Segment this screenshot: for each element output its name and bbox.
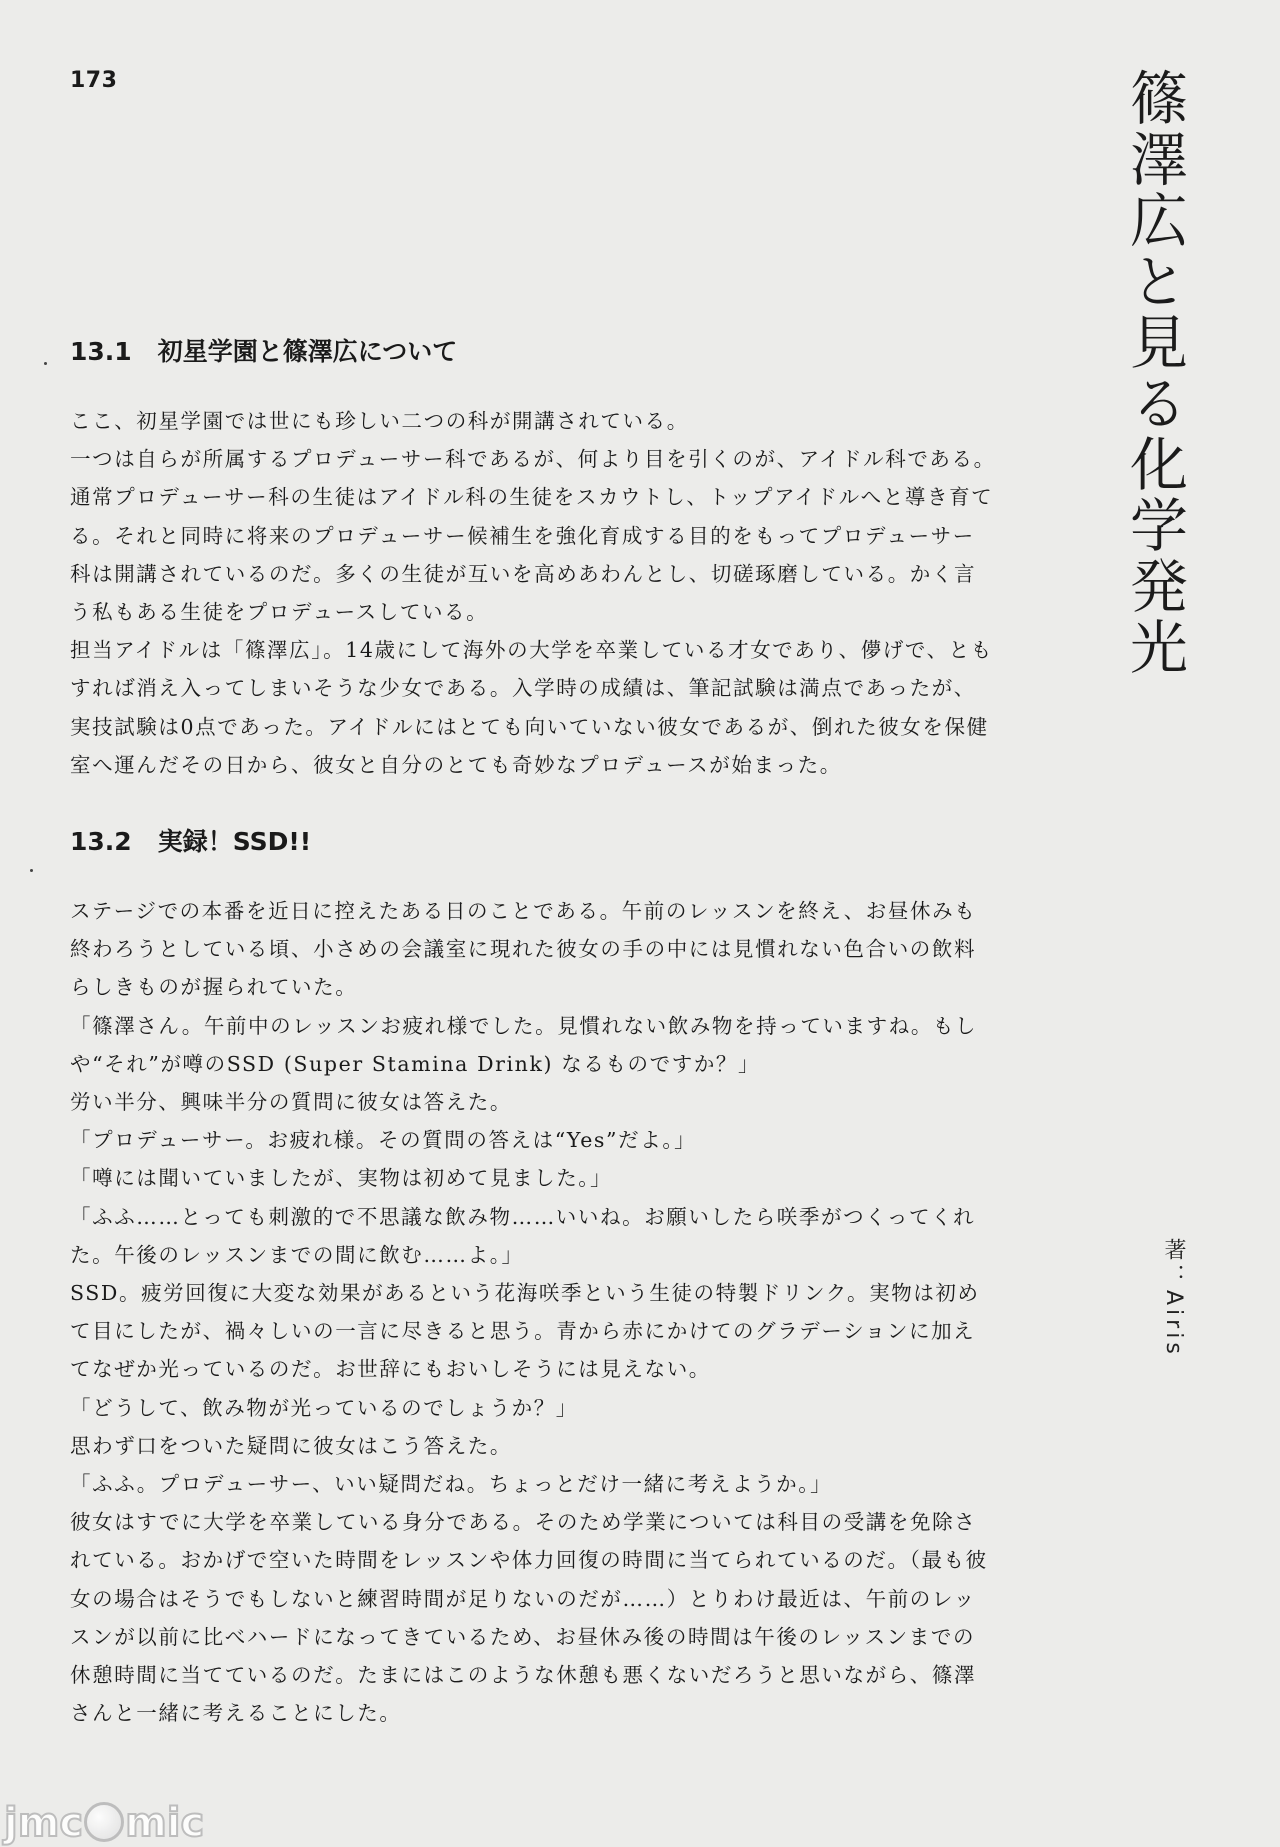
paragraph: ここ、初星学園では世にも珍しい二つの科が開講されている。 xyxy=(70,409,689,433)
section-body-13-2 xyxy=(70,892,996,1732)
paragraph: SSD。疲労回復に大変な効果があるという花海咲季という生徒の特製ドリンク。実物は初めて目にしたが、禍々しいの一言に尽きると思う。青から赤にかけてのグラデーションに加えてなぜか光っているのだ。お世辞にもおいしそうには見えない。 xyxy=(70,1281,980,1382)
page-number: 173 xyxy=(70,68,118,93)
section-heading-13-1 xyxy=(70,332,457,368)
paragraph: 彼女はすでに大学を卒業している身分である。そのため学業については科目の受講を免除されている。おかげで空いた時間をレッスンや体力回復の時間に当てられているのだ。（最も彼女の場合はそうでもしないと練習時間が足りないのだが……）とりわけ最近は、午前のレッスンが以前に比べハードになってきているため、お昼休み後の時間は午後のレッスンまでの休憩時間に当てているのだ。たまにはこのような休憩も悪くないだろうと思いながら、篠澤さんと一緒に考えることにした。 xyxy=(70,1510,988,1726)
section-number: 13.1 xyxy=(70,337,132,366)
dialogue-line: 「噂には聞いていましたが、実物は初めて見ました。」 xyxy=(70,1166,613,1191)
section-body-13-1 xyxy=(70,402,996,784)
dialogue-line: 「どうして、飲み物が光っているのでしょうか？」 xyxy=(70,1395,578,1420)
scan-speck xyxy=(30,869,33,872)
section-title: 実録！SSD!! xyxy=(157,827,312,856)
section-heading-13-2 xyxy=(70,822,311,858)
dialogue-line: 「篠澤さん。午前中のレッスンお疲れ様でした。見慣れない飲み物を持っていますね。もしや“それ”が噂のSSD (Super Stamina Drink) なるものですか？」 xyxy=(70,1013,978,1076)
watermark-text-right: mic xyxy=(125,1800,205,1846)
dialogue-line: 「ふふ……とっても刺激的で不思議な飲み物……いいね。お願いしたら咲季がつくってくれた。午後のレッスンまでの間に飲む……よ。」 xyxy=(70,1204,976,1267)
article-title: 篠澤広と見る化学発光 xyxy=(1120,68,1188,678)
paragraph: ステージでの本番を近日に控えたある日のことである。午前のレッスンを終え、お昼休みも終わろうとしている頃、小さめの会議室に現れた彼女の手の中には見慣れない色合いの飲料らしきものが握られていた。 xyxy=(70,899,977,1000)
dialogue-line: 「ふふ。プロデューサー、いい疑問だね。ちょっとだけ一緒に考えようか。」 xyxy=(70,1472,833,1497)
section-number: 13.2 xyxy=(70,827,132,856)
section-title: 初星学園と篠澤広について xyxy=(157,337,458,366)
author-credit: 著：Airis xyxy=(1161,1238,1186,1358)
paragraph: 担当アイドルは「篠澤広」。14歳にして海外の大学を卒業している才女であり、儚げで、ともすれば消え入ってしまいそうな少女である。入学時の成績は、筆記試験は満点であったが、実技試験は0点であった。アイドルにはとても向いていない彼女であるが、倒れた彼女を保健室へ運んだその日から、彼女と自分のとても奇妙なプロデュースが始まった。 xyxy=(70,638,993,777)
scan-speck xyxy=(44,362,47,365)
paragraph: 労い半分、興味半分の質問に彼女は答えた。 xyxy=(70,1090,512,1115)
dialogue-line: 「プロデューサー。お疲れ様。その質問の答えは“Yes”だよ。」 xyxy=(70,1128,697,1153)
watermark-logo-icon xyxy=(84,1802,124,1842)
paragraph: 一つは自らが所属するプロデューサー科であるが、何より目を引くのが、アイドル科である。通常プロデューサー科の生徒はアイドル科の生徒をスカウトし、トップアイドルへと導き育てる。それと同時に将来のプロデューサー候補生を強化育成する目的をもってプロデューサー科は開講されているのだ。多くの生徒が互いを高めあわんとし、切磋琢磨している。かく言う私もある生徒をプロデュースしている。 xyxy=(70,447,996,625)
paragraph: 思わず口をついた疑問に彼女はこう答えた。 xyxy=(70,1433,512,1458)
watermark-text-left: jmc xyxy=(4,1800,84,1846)
site-watermark xyxy=(4,1800,204,1846)
